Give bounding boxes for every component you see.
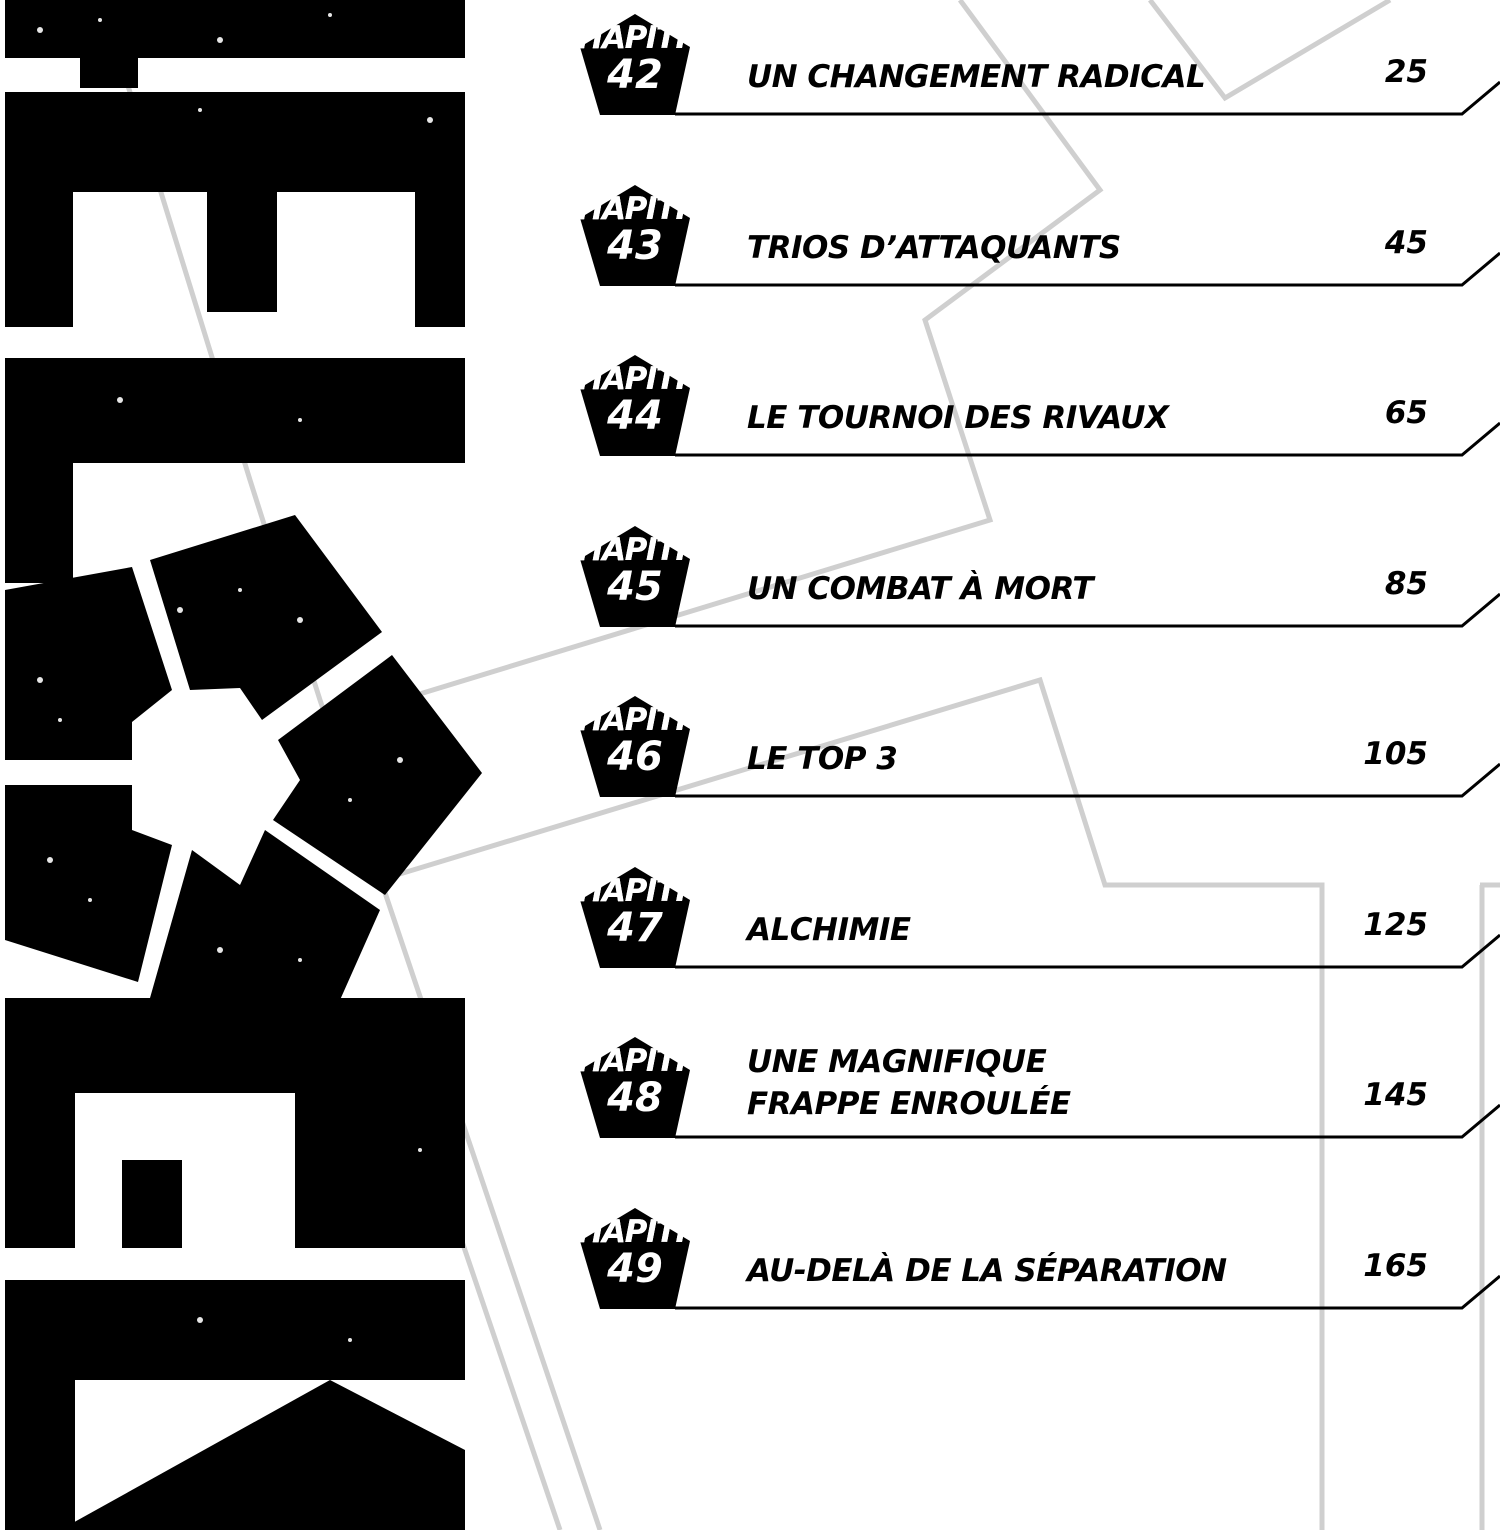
chapter-page-number: 85 [1384,565,1428,602]
left-grunge-letters [5,0,482,1530]
chapter-title [747,909,911,951]
chapter-number: 42 [607,52,663,98]
chapter-number: 44 [607,393,663,439]
chapter-title-line: ALCHIMIE [747,911,911,948]
chapter-label: CHAPITRE [556,1213,718,1250]
chapter-number: 49 [607,1245,663,1292]
chapter-row[interactable] [540,1206,1500,1336]
chapter-number: 45 [607,563,663,610]
chapter-title [747,1250,1227,1292]
chapter-title-line: AU-DELÀ DE LA SÉPARATION [747,1252,1227,1289]
chapter-title-line: LE TOP 3 [747,741,898,777]
chapter-row[interactable] [540,353,1500,483]
chapter-row[interactable] [540,183,1500,313]
chapter-number: 43 [607,222,663,269]
chapter-title-line: UNE MAGNIFIQUE [747,1044,1047,1080]
chapter-row[interactable] [540,865,1500,995]
chapter-title-line: UN COMBAT À MORT [747,570,1094,607]
chapter-label: CHAPITRE [556,1043,718,1079]
chapter-title [747,397,1168,439]
chapter-label: CHAPITRE [556,190,718,227]
chapter-page-number: 65 [1384,395,1428,431]
chapter-label: CHAPITRE [556,702,718,738]
chapter-page-number: 145 [1363,1077,1428,1113]
chapter-number: 46 [607,734,663,780]
chapter-label: CHAPITRE [556,872,718,909]
chapter-title [747,568,1093,610]
chapter-page-number: 45 [1384,224,1428,261]
chapter-number: 48 [607,1075,663,1121]
chapter-title [747,227,1121,269]
chapter-page-number: 25 [1384,54,1428,90]
chapter-page-number: 105 [1363,736,1428,772]
chapter-page-number: 165 [1363,1247,1428,1284]
chapter-title [747,738,897,780]
chapter-label: CHAPITRE [556,361,718,397]
chapter-label: CHAPITRE [556,531,718,568]
chapter-title-line: UN CHANGEMENT RADICAL [747,59,1206,95]
chapter-title-line: FRAPPE ENROULÉE [747,1086,1071,1122]
chapter-row[interactable] [540,1035,1500,1165]
chapter-label: CHAPITRE [556,20,718,56]
chapter-row[interactable] [540,524,1500,654]
chapter-title-line: LE TOURNOI DES RIVAUX [747,400,1169,436]
chapter-title-line: TRIOS D’ATTAQUANTS [747,229,1121,266]
chapter-page-number: 125 [1363,906,1428,943]
chapter-title [747,1041,1071,1125]
chapter-row[interactable] [540,694,1500,824]
chapter-row[interactable] [540,12,1500,142]
chapter-title [747,56,1205,98]
chapter-number: 47 [607,904,663,951]
